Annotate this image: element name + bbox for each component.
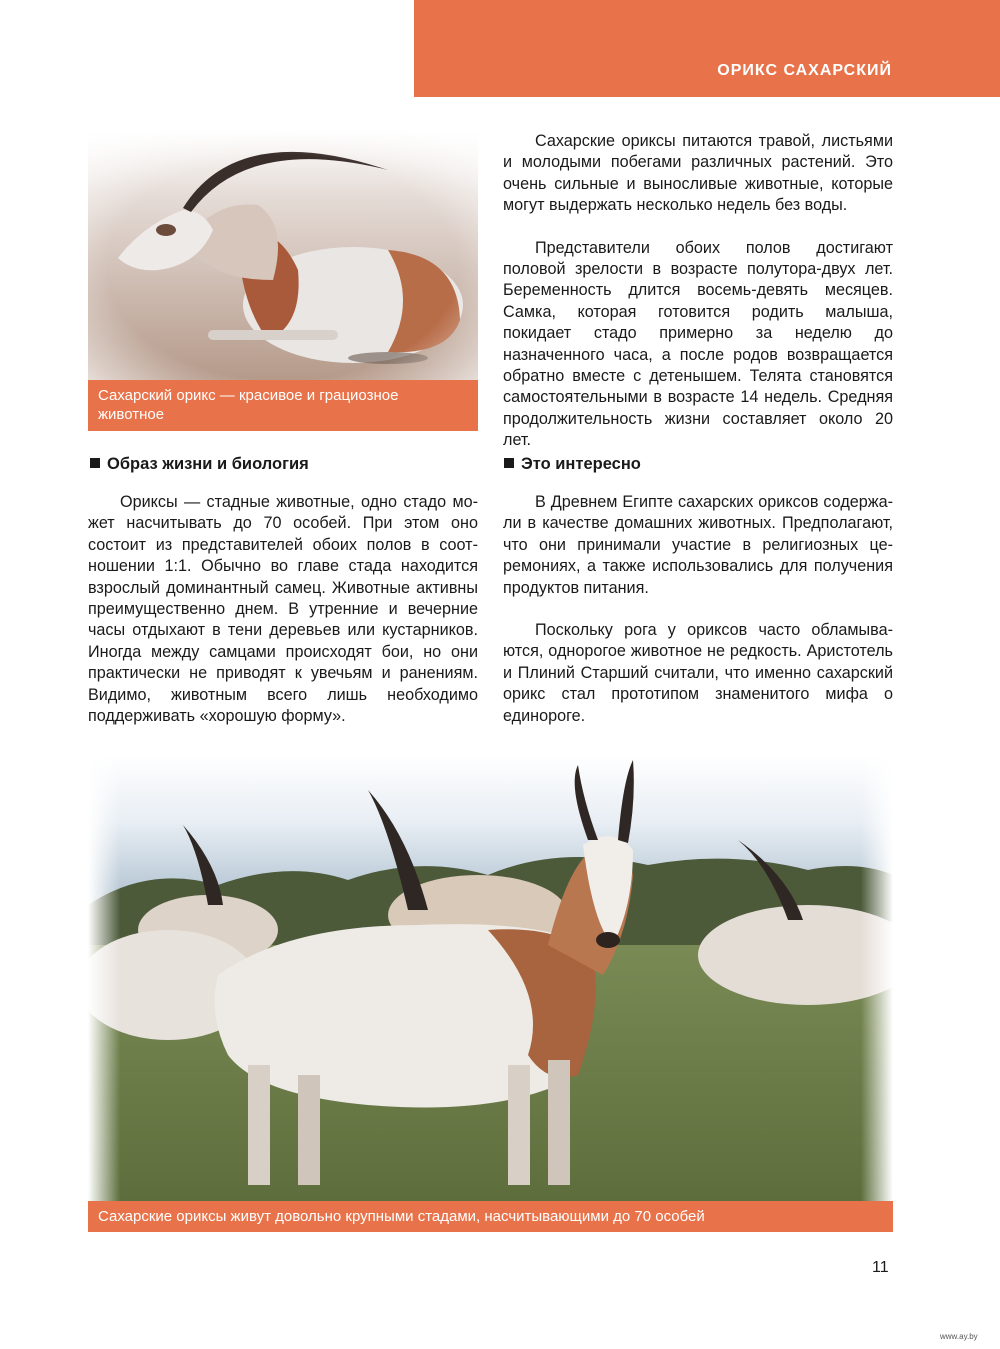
paragraph-reproduction: Представители обоих полов достигают половой зрелости в возрасте полутора-двух лет. Беременность длится восемь-девять месяцев. Самка, которая готовится родить малыша, покидает стадо примерно за неделю до назначенного часа, а после родов возвращается обратно вместе с детенышем. Телята становятся самостоятельными в возрасте 14 недель. Средняя продолжительность жизни составляет около 20 лет. — [503, 238, 893, 450]
oryx-herd-photo — [88, 755, 893, 1201]
header-band — [414, 0, 1000, 97]
text-column-right-bottom — [503, 492, 893, 727]
page-title: ОРИКС САХАРСКИЙ — [717, 62, 892, 79]
paragraph-egypt: В Древнем Египте сахарских ориксов содержали в качестве домашних животных. Предполагают, что они принимали участие в религиозных церемониях, а также использовались для получения продуктов питания. — [503, 493, 893, 597]
watermark: www.ay.by — [940, 1332, 978, 1341]
square-bullet-icon — [504, 458, 514, 468]
paragraph-diet: Сахарские ориксы питаются травой, листьями и молодыми побегами различных растений. Это очень сильные и выносливые животные, которые могут выдержать несколько недель без воды. — [503, 132, 893, 215]
paragraph-lifestyle: Ориксы — стадные животные, одно стадо может насчитывать до 70 особей. При этом оно состоит из представителей обоих полов в соотношении 1:1. Обычно во главе стада находится взрослый доминантный самец. Животные активны преимущественно днем. В утренние и вечерние часы отдыхают в тени деревьев или кустарников. Иногда между самцами происходят бои, но они практически не приводят к увечьям и ранениям. Видимо, животным всего лишь необходимо поддерживать «хорошую форму». — [88, 493, 478, 726]
page-number: 11 — [872, 1259, 889, 1276]
section-heading-interesting: Это интересно — [504, 455, 641, 474]
oryx-lying-photo — [88, 130, 478, 380]
square-bullet-icon — [90, 458, 100, 468]
photo-caption-bottom: Сахарские ориксы живут довольно крупными стадами, насчитывающими до 70 особей — [88, 1201, 893, 1232]
paragraph-unicorn: Поскольку рога у ориксов часто обламываются, однорогое животное не редкость. Аристотель и Плиний Старший считали, что именно сахарский орикс стал прототипом знаменитого мифа о единороге. — [503, 621, 893, 725]
text-column-right-top — [503, 131, 893, 452]
photo-caption-top: Сахарский орикс — красивое и грациозное животное — [88, 380, 478, 431]
text-column-left-bottom — [88, 492, 478, 727]
section-heading-lifestyle: Образ жизни и биология — [90, 455, 309, 474]
